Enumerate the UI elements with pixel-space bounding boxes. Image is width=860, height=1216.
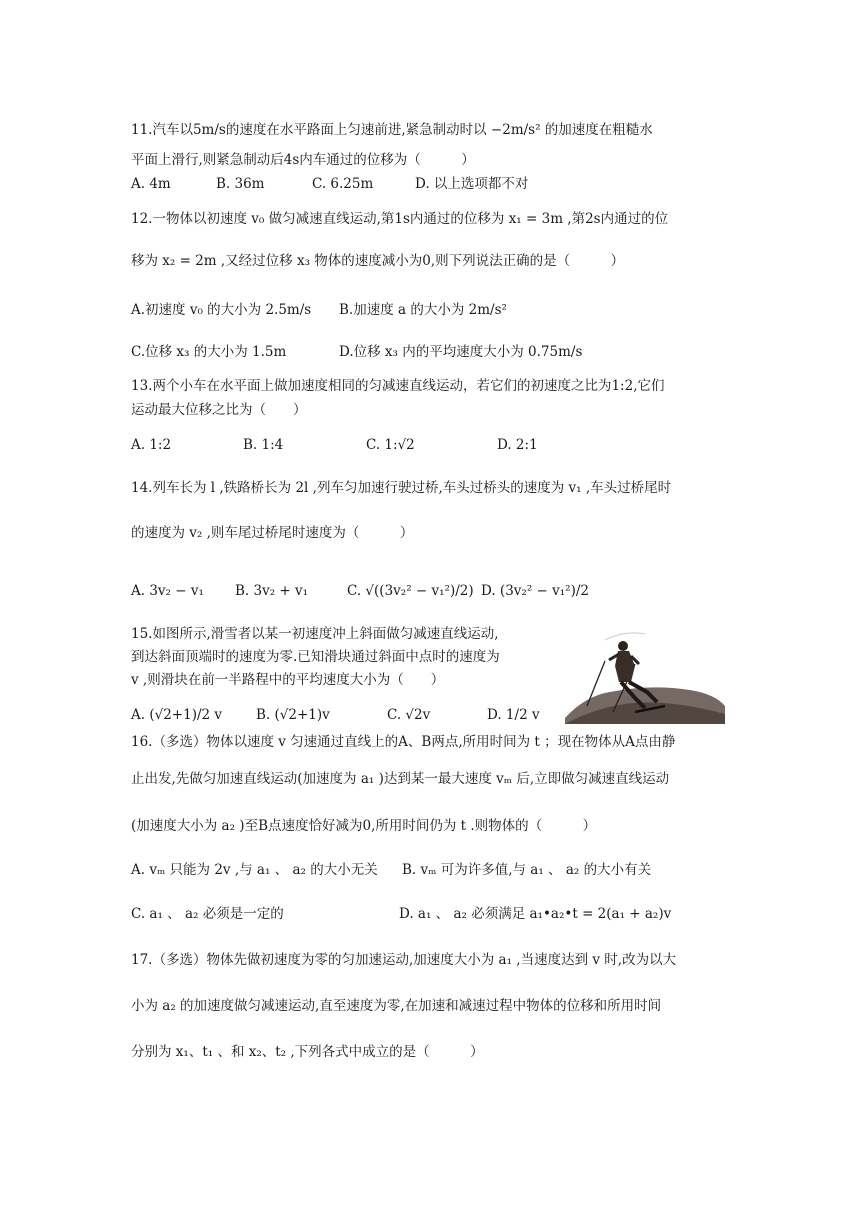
q14-option-c: C. √((3v₂² − v₁²)/2) [347, 583, 474, 599]
q12-option-c: C.位移 x₃ 的大小为 1.5m [131, 344, 287, 360]
q12-option-d: D.位移 x₃ 内的平均速度大小为 0.75m/s [339, 344, 583, 360]
q16-option-b: B. vₘ 可为许多值,与 a₁ 、 a₂ 的大小有关 [402, 862, 652, 878]
q15-stem-line2: 到达斜面顶端时的速度为零.已知滑块通过斜面中点时的速度为 [131, 649, 500, 665]
q13-option-a: A. 1:2 [131, 437, 172, 453]
q11-option-b: B. 36m [216, 176, 265, 192]
skier-figure [565, 626, 725, 724]
q17-stem-line3: 分别为 x₁、t₁ 、和 x₂、t₂ ,下列各式中成立的是（ ） [131, 1044, 484, 1060]
q11-option-d: D. 以上选项都不对 [415, 176, 529, 192]
q12-option-b: B.加速度 a 的大小为 2m/s² [339, 302, 507, 318]
q13-stem-line1: 13.两个小车在水平面上做加速度相同的匀减速直线运动，若它们的初速度之比为1:2,它们 [131, 378, 665, 394]
q16-stem-line2: 止出发,先做匀加速直线运动(加速度为 a₁ )达到某一最大速度 vₘ 后,立即做匀减速直线运动 [131, 771, 670, 787]
q16-option-d: D. a₁ 、 a₂ 必须满足 a₁•a₂•t = 2(a₁ + a₂)v [399, 906, 672, 922]
q15-option-c: C. √2v [387, 707, 431, 723]
q13-option-c: C. 1:√2 [366, 437, 415, 453]
q16-option-a: A. vₘ 只能为 2v ,与 a₁ 、 a₂ 的大小无关 [131, 862, 378, 878]
q11-option-c: C. 6.25m [312, 176, 374, 192]
q13-option-b: B. 1:4 [243, 437, 284, 453]
q17-stem-line1: 17.（多选）物体先做初速度为零的匀加速运动,加速度大小为 a₁ ,当速度达到 v 时,改为以大 [131, 952, 677, 968]
q14-stem-line2: 的速度为 v₂ ,则车尾过桥尾时速度为（ ） [131, 525, 414, 541]
q11-stem-line2: 平面上滑行,则紧急制动后4s内车通过的位移为（ ） [131, 152, 475, 168]
q15-stem-line3: v ,则滑块在前一半路程中的平均速度大小为（ ） [131, 672, 445, 688]
q17-stem-line2: 小为 a₂ 的加速度做匀减速运动,直至速度为零,在加速和减速过程中物体的位移和所用时间 [131, 998, 662, 1014]
q11-stem-line1: 11.汽车以5m/s的速度在水平路面上匀速前进,紧急制动时以 −2m/s² 的加速度在粗糙水 [131, 122, 653, 138]
q12-stem-line2: 移为 x₂ = 2m ,又经过位移 x₃ 物体的速度减小为0,则下列说法正确的是（ ） [131, 253, 625, 269]
q14-option-d: D. (3v₂² − v₁²)/2 [481, 583, 589, 599]
q16-stem-line3: (加速度大小为 a₂ )至B点速度恰好减为0,所用时间仍为 t .则物体的（ ） [131, 818, 597, 834]
q15-option-a: A. (√2+1)/2 v [131, 707, 223, 723]
q14-option-b: B. 3v₂ + v₁ [235, 583, 309, 599]
q16-option-c: C. a₁ 、 a₂ 必须是一定的 [131, 906, 284, 922]
q12-option-a: A.初速度 v₀ 的大小为 2.5m/s [131, 302, 312, 318]
q15-option-d: D. 1/2 v [487, 707, 540, 723]
q14-option-a: A. 3v₂ − v₁ [131, 583, 204, 599]
q16-stem-line1: 16.（多选）物体以速度 v 匀速通过直线上的A、B两点,所用时间为 t ；现在物体从A点由静 [131, 734, 676, 750]
q11-option-a: A. 4m [131, 176, 171, 192]
skier-head [618, 641, 628, 651]
q15-option-b: B. (√2+1)v [256, 707, 330, 723]
q14-stem-line1: 14.列车长为 l ,铁路桥长为 2l ,列车匀加速行驶过桥,车头过桥头的速度为 v₁ ,车头过桥尾时 [131, 480, 672, 496]
q13-option-d: D. 2:1 [497, 437, 538, 453]
q12-stem-line1: 12.一物体以初速度 v₀ 做匀减速直线运动,第1s内通过的位移为 x₁ = 3m ,第2s内通过的位 [131, 211, 669, 227]
q15-stem-line1: 15.如图所示,滑雪者以某一初速度冲上斜面做匀减速直线运动, [131, 626, 499, 642]
q13-stem-line2: 运动最大位移之比为（ ） [131, 402, 307, 418]
